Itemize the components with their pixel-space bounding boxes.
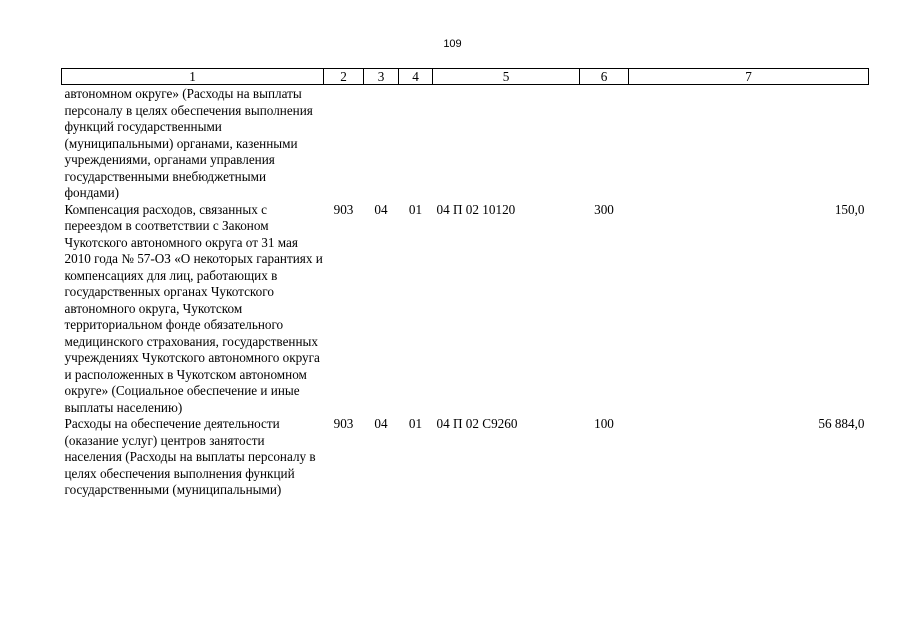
header-row <box>62 69 869 85</box>
page-number: 109 <box>443 38 462 50</box>
header-cell-1: 1 <box>62 69 324 85</box>
row-expense-type <box>580 85 629 202</box>
budget-table <box>61 68 869 499</box>
row-subsection-code: 01 <box>408 416 423 431</box>
row-amount: 150,0 <box>834 201 865 217</box>
row-ministry-code: 903 <box>333 201 354 217</box>
row-expense-type: 300 <box>594 201 614 217</box>
row-subsection-code: 01 <box>408 201 423 217</box>
header-cell-7: 7 <box>629 69 869 85</box>
row-amount <box>629 85 869 202</box>
row-ministry-code <box>324 85 364 202</box>
table-row <box>62 202 869 417</box>
header-cell-5: 5 <box>433 69 580 85</box>
header-cell-3: 3 <box>364 69 399 85</box>
row-subsection-code <box>399 85 433 202</box>
table-row <box>62 416 869 499</box>
row-description: автономном округе» (Расходы на выплаты персоналу в целях обеспечения выполнения функций государственными (муниципальными) органами, казенными учреждениями, органами управления государственными внебюджетными фондами) <box>64 86 313 200</box>
row-expense-type: 100 <box>594 416 614 431</box>
row-section-code <box>364 85 399 202</box>
row-description: Расходы на обеспечение деятельности (оказание услуг) центров занятости населения (Расходы на выплаты персоналу в целях обеспечения выполнения функций государственными (муниципальными) <box>64 416 316 497</box>
row-target-code: 04 П 02 С9260 <box>436 416 518 431</box>
table-row <box>62 85 869 202</box>
header-cell-4: 4 <box>399 69 433 85</box>
row-section-code: 04 <box>374 416 388 431</box>
row-amount: 56 884,0 <box>818 416 865 431</box>
row-ministry-code: 903 <box>333 416 354 431</box>
header-cell-6: 6 <box>580 69 629 85</box>
row-target-code: 04 П 02 10120 <box>436 201 516 217</box>
row-target-code <box>433 85 580 202</box>
header-cell-2: 2 <box>324 69 364 85</box>
row-description: Компенсация расходов, связанных с переездом в соответствии с Законом Чукотского автономного округа от 31 мая 2010 года № 57-ОЗ «О некоторых гарантиях и компенсациях для лиц, работающих в государственных органах Чукотского автономного округа, Чукотском территориальном фонде обязательного медицинского страхования, государственных учреждениях Чукотского автономного округа и расположенных в Чукотском автономном округе» (Социальное обеспечение и иные выплаты населению) <box>64 201 323 415</box>
row-section-code: 04 <box>374 201 388 217</box>
